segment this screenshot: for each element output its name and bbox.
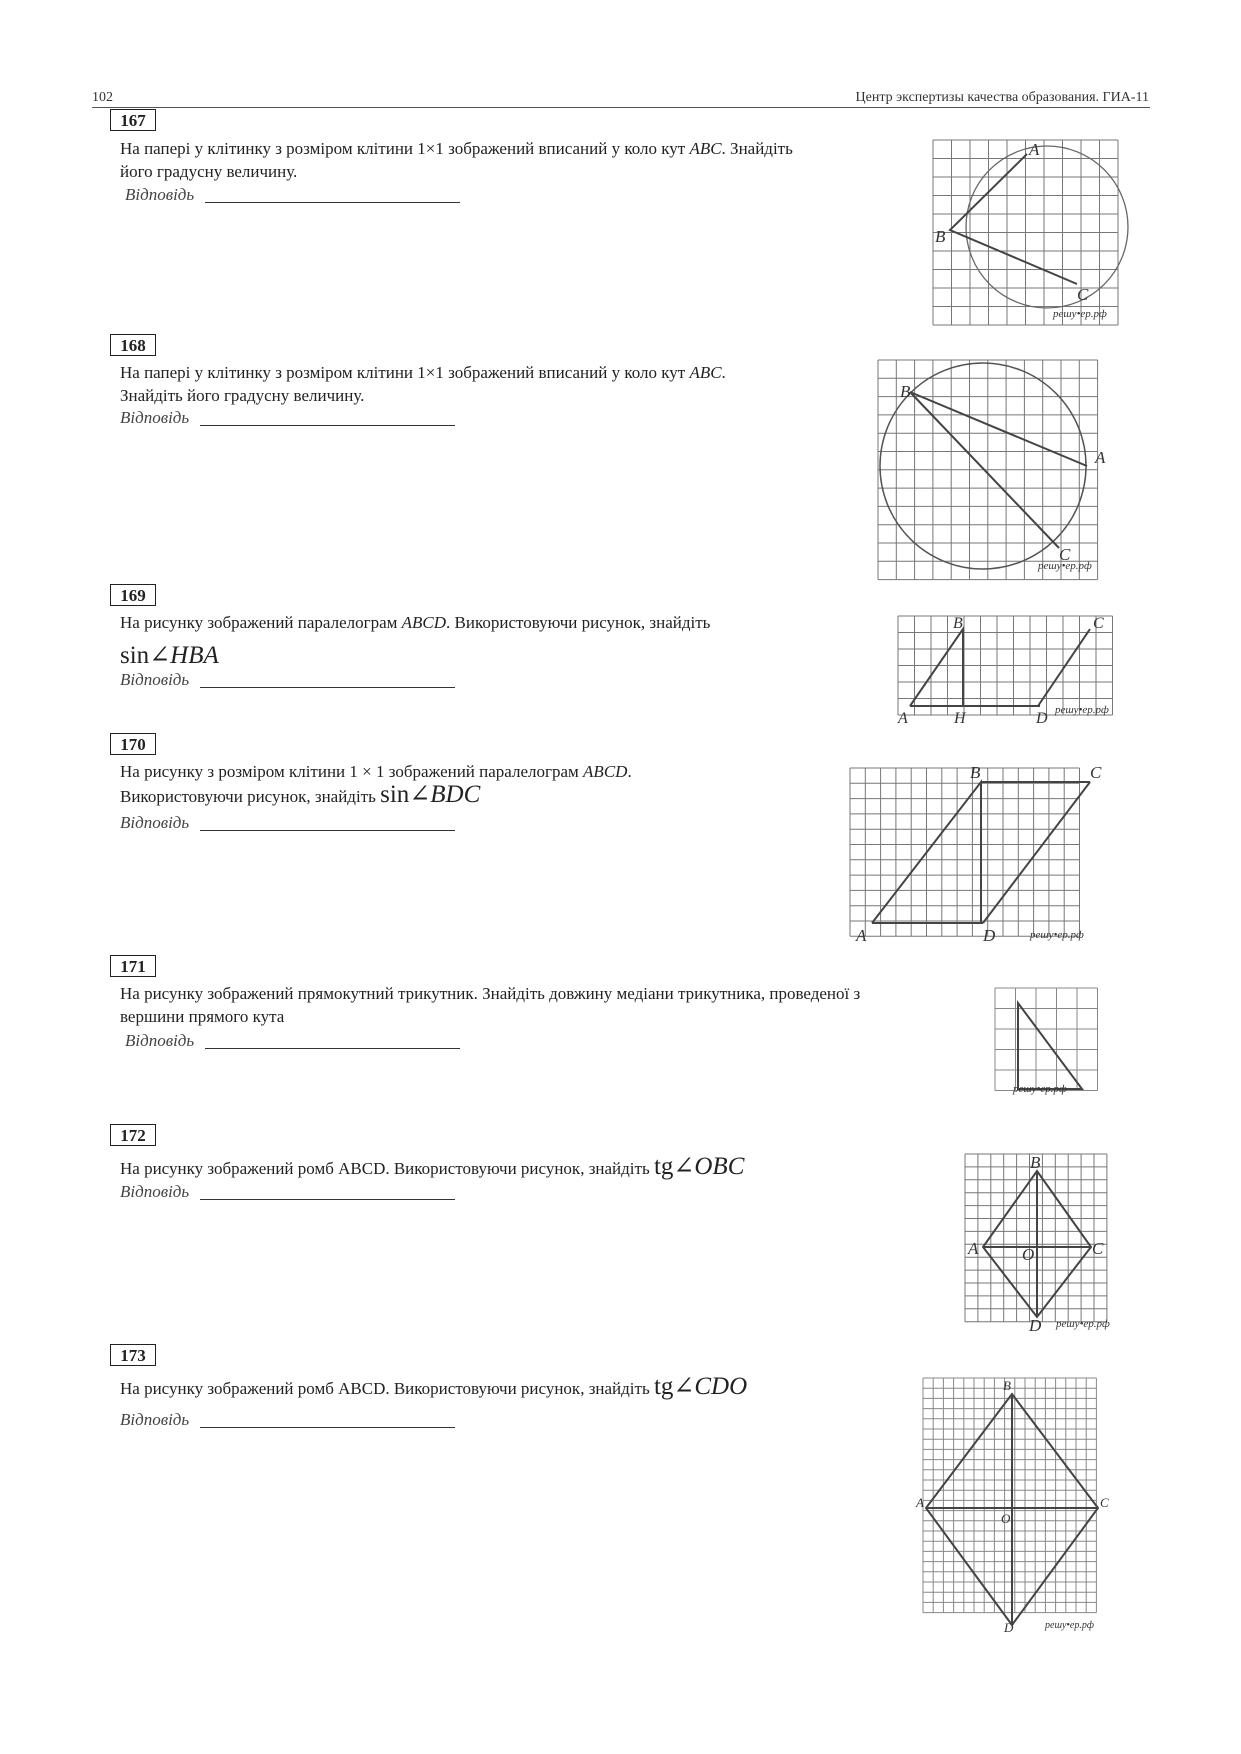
figure-168 [878,360,1118,580]
point-label: A [916,1495,924,1510]
answer-label: Відповідь [120,813,190,832]
math-expression: tg∠CDO [653,1373,748,1400]
point-label: O [1022,1245,1035,1264]
answer-label: Відповідь [120,1182,190,1201]
problem-text: На рисунку зображений ромб ABCD. Використовуючи рисунок, знайдіть tg∠OBC [120,1153,745,1180]
problem-number: 172 [110,1124,156,1146]
point-label: B [953,615,963,632]
point-label: C [1092,1239,1104,1258]
watermark: решу•ер.рф [1013,1083,1067,1095]
problem-number: 167 [110,109,156,131]
figure-167 [933,137,1118,322]
problem-number: 168 [110,334,156,356]
answer-label: Відповідь [120,1410,190,1429]
problem-text: На папері у клітинку з розміром клітини 1×1 зображений вписаний у коло кут ABC. Знайдіть його градусну величину. [120,363,726,405]
problem-text: На рисунку з розміром клітини 1 × 1 зображений паралелограм ABCD. Використовуючи рисунок, знайдіть sin∠BDC [120,762,632,808]
point-label: B [1003,1378,1011,1393]
figure-169 [890,611,1120,726]
point-label: H [954,710,966,727]
answer-label: Відповідь [125,185,195,204]
problem-number: 173 [110,1344,156,1366]
watermark: решу•ер.рф [1055,704,1109,716]
point-label: C [1090,763,1102,782]
figure-171 [995,980,1115,1095]
answer-field[interactable] [200,687,455,688]
point-label: C [1100,1495,1109,1510]
answer-field[interactable] [200,1199,455,1200]
point-label: C [1059,545,1071,564]
point-label: A [1095,448,1106,467]
watermark: решу•ер.рф [1038,560,1092,572]
point-label: C [1077,285,1089,304]
problem-text: На рисунку зображений ромб ABCD. Використовуючи рисунок, знайдіть tg∠CDO [120,1373,748,1400]
point-label: B [970,763,981,782]
point-label: C [1093,615,1104,632]
point-label: B [1030,1153,1041,1172]
answer-field[interactable] [205,202,460,203]
answer-field[interactable] [200,830,455,831]
answer-field[interactable] [200,425,455,426]
problem-number: 170 [110,733,156,755]
point-label: D [1029,1316,1042,1335]
header-rule [92,107,1150,108]
point-label: D [983,926,996,945]
page-header-title: Центр экспертизы качества образования. ГИА-11 [855,90,1149,105]
point-label: O [1001,1511,1011,1526]
problem-number: 171 [110,955,156,977]
figure-172 [960,1148,1120,1333]
point-label: A [898,710,908,727]
watermark: решу•ер.рф [1045,1620,1094,1631]
watermark: решу•ер.рф [1056,1318,1110,1330]
point-label: A [1029,140,1040,159]
answer-field[interactable] [205,1048,460,1049]
point-label: D [1004,1620,1014,1635]
figure-173 [915,1368,1120,1633]
figure-170 [850,760,1120,945]
point-label: D [1036,710,1048,727]
problem-text: На рисунку зображений паралелограм ABCD. Використовуючи рисунок, знайдіть [120,613,711,632]
answer-field[interactable] [200,1427,455,1428]
problem-number: 169 [110,584,156,606]
watermark: решу•ер.рф [1053,308,1107,320]
point-label: A [968,1239,979,1258]
point-label: B [935,227,946,246]
answer-label: Відповідь [125,1031,195,1050]
math-expression: sin∠HBA [120,642,219,669]
problem-text: На рисунку зображений прямокутний трикутник. Знайдіть довжину медіани трикутника, проведеної з вершини прямого кута [120,984,861,1026]
point-label: B [900,382,911,401]
watermark: решу•ер.рф [1030,929,1084,941]
point-label: A [856,926,867,945]
answer-label: Відповідь [120,408,190,427]
math-expression: sin∠BDC [380,781,481,808]
page-number: 102 [92,90,113,105]
problem-text: На папері у клітинку з розміром клітини 1×1 зображений вписаний у коло кут ABC. Знайдіть його градусну величину. [120,139,793,181]
answer-label: Відповідь [120,670,190,689]
math-expression: tg∠OBC [653,1153,745,1180]
